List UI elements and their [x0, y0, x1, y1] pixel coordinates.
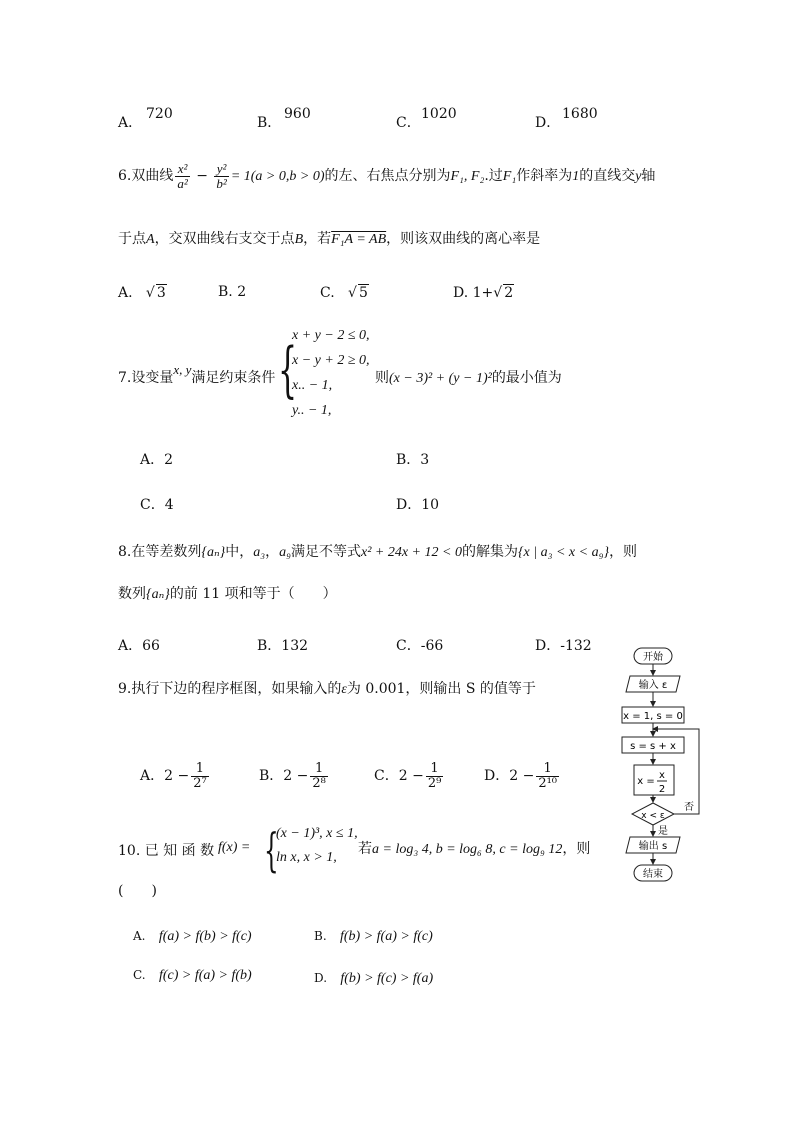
- q5-option-b-label: B．: [257, 115, 282, 131]
- q6-frac-x: $\frac{\text{x²}}{\text{a²}}$: [177, 161, 188, 191]
- q7-option-b: B．3: [396, 452, 430, 468]
- q9-epsilon: ε: [341, 682, 347, 697]
- q8-line2-b: 的前 11 项和等于（ ）: [169, 586, 337, 602]
- q7-mid: 满足约束条件: [191, 370, 276, 386]
- q7-prefix: 7.设变量: [118, 370, 174, 386]
- flow-half-left: x =: [637, 776, 655, 787]
- q10-piece-2: ln x, x > 1,: [276, 850, 337, 865]
- q10-option-c: C. f(c) > f(a) > f(b): [133, 968, 252, 983]
- q6-condition: = 1(a > 0,b > 0): [230, 169, 325, 185]
- q9-text2: 为 0.001，则输出 S 的值等于: [346, 681, 536, 697]
- q6-line1: 6.双曲线 $\frac{\text{x²}}{\text{a²}}$ − $\frac{\text{y²}}{\text{b²}}$ = 1(a > 0,b > 0)的左、右焦点分别为F₁, F₂.过F₁作斜率为1的直线交y轴: [118, 161, 656, 191]
- q9-text: 9.执行下边的程序框图，如果输入的: [118, 681, 342, 697]
- q8-a3: a₃: [253, 545, 266, 560]
- q7-constraint-1: x + y − 2 ≤ 0,: [292, 328, 370, 343]
- q8-option-b: B．132: [257, 638, 309, 654]
- flow-yes-label: 是: [658, 826, 668, 837]
- q9-option-a: A．2 − $\frac{1}{\text{2⁷}}$: [140, 761, 207, 791]
- q6-option-b: B. 2: [218, 284, 247, 300]
- flow-start: 开始: [643, 652, 663, 663]
- q8-a9: a₉: [279, 545, 291, 560]
- q10-option-b: B. f(b) > f(a) > f(c): [314, 929, 433, 944]
- q8-suffix: ，则: [609, 544, 638, 560]
- flow-half-den: 2: [658, 784, 666, 795]
- q7-constraint-2: x − y + 2 ≥ 0,: [292, 353, 370, 368]
- flow-end: 结束: [643, 869, 663, 880]
- q8-mid3: 的解集为: [461, 544, 518, 560]
- q10-values: a = log₃ 4, b = log₆ 8, c = log₉ 12: [372, 842, 563, 857]
- q7-constraint-4: y.. − 1,: [292, 403, 332, 418]
- q8-sequence-2: {aₙ}: [146, 587, 170, 602]
- q8-solution-set: {x | a₃ < x < a₉}: [517, 545, 610, 560]
- q7-vars: x, y: [173, 362, 192, 377]
- q10-option-d: D. f(b) > f(c) > f(a): [314, 971, 434, 986]
- q7-option-d: D．10: [396, 497, 440, 513]
- q6-line2-b: ，交双曲线右支交于点: [154, 231, 295, 247]
- q6-option-d: D. 1+√ 2: [453, 285, 514, 301]
- q8-mid: 中，: [225, 544, 254, 560]
- q8-comma: ，: [265, 544, 280, 560]
- flowchart: [612, 642, 712, 892]
- q6-point-b: B: [294, 232, 304, 247]
- q7-constraint-3: x.. − 1,: [292, 378, 333, 393]
- q6-option-c: C. √ 5: [320, 285, 368, 301]
- q6-prefix: 6.双曲线: [118, 168, 174, 185]
- q6-foci: F₁, F₂: [450, 169, 485, 185]
- q10-prefix: 10. 已 知 函 数: [118, 843, 215, 859]
- q8-option-a: A．66: [118, 638, 160, 654]
- q8-prefix: 8.在等差数列: [118, 544, 202, 560]
- q6-one: 1: [572, 169, 580, 185]
- q9-stem: [118, 678, 536, 698]
- q10-suffix: ，则: [562, 841, 591, 857]
- q9-option-b: B．2 − $\frac{1}{\text{2⁸}}$: [259, 761, 326, 791]
- q6-frac-y: $\frac{\text{y²}}{\text{b²}}$: [216, 161, 227, 191]
- q6-point-a: A: [146, 232, 155, 247]
- q8-inequality: x² + 24x + 12 < 0: [360, 545, 462, 560]
- q5-option-d-label: D．: [535, 115, 561, 131]
- q8-sequence: {aₙ}: [201, 545, 226, 560]
- q6-vector-eq: F₁A = AB: [331, 232, 387, 247]
- q7-then: 则: [375, 370, 389, 386]
- q6-f1: F₁: [502, 169, 517, 185]
- q7-expression: (x − 3)² + (y − 1)²: [389, 371, 492, 386]
- q6-mid4: 的直线交: [579, 168, 636, 185]
- flow-output: 输出 s: [638, 841, 668, 852]
- q10-option-a: A. f(a) > f(b) > f(c): [133, 929, 252, 944]
- q7-option-a: A．2: [140, 452, 174, 468]
- q5-option-c: 1020: [421, 106, 457, 122]
- flow-half-num: x: [659, 770, 665, 781]
- q7-brace: {: [278, 335, 298, 405]
- q5-option-a: 720: [146, 106, 173, 122]
- flow-update: s = s + x: [630, 741, 676, 752]
- q5-option-b: 960: [284, 106, 311, 122]
- q8-line2-a: 数列: [118, 586, 146, 602]
- q6-option-a: A. √ 3: [118, 285, 166, 301]
- q6-mid3: 作斜率为: [516, 168, 573, 185]
- q8-mid2: 满足不等式: [290, 544, 361, 560]
- q10-fx: f(x) =: [218, 840, 251, 855]
- q8-line1: [118, 541, 637, 561]
- q7-option-c: C．4: [140, 497, 174, 513]
- q10-tail: [358, 838, 590, 858]
- q8-option-d: D．-132: [535, 638, 592, 654]
- q5-option-c-label: C．: [396, 115, 421, 131]
- q5-option-d: 1680: [562, 106, 598, 122]
- q6-line2-c: ，若: [303, 231, 332, 247]
- q6-line2: [118, 228, 540, 248]
- flow-init: x = 1, s = 0: [623, 711, 683, 722]
- flow-no-label: 否: [684, 802, 694, 813]
- q6-suffix: 轴: [641, 168, 656, 185]
- q6-line2-a: 于点: [118, 231, 146, 247]
- q8-line2: [118, 583, 337, 603]
- flow-decision: x < ε: [641, 811, 665, 821]
- q7-prefix-group: [118, 362, 276, 387]
- q6-mid: 的左、右焦点分别为: [324, 168, 451, 185]
- flow-input: 输入 ε: [638, 680, 668, 691]
- q6-mid2: .过: [484, 168, 503, 185]
- q10-mid: 若: [358, 841, 372, 857]
- q10-brace: {: [264, 823, 279, 877]
- q6-line2-d: ，则该双曲线的离心率是: [386, 231, 541, 247]
- q7-suffix: 的最小值为: [491, 370, 562, 386]
- q10-piece-1: (x − 1)³, x ≤ 1,: [276, 826, 358, 841]
- q9-option-d: D．2 − $\frac{1}{\text{2¹⁰}}$: [484, 761, 558, 791]
- q8-option-c: C．-66: [396, 638, 444, 654]
- q6-y: y: [635, 169, 642, 185]
- q7-tail: [375, 367, 562, 387]
- q10-paren: ( ): [118, 883, 157, 899]
- q9-option-c: C．2 − $\frac{1}{\text{2⁹}}$: [374, 761, 442, 791]
- q5-option-a-label: A．: [118, 115, 143, 131]
